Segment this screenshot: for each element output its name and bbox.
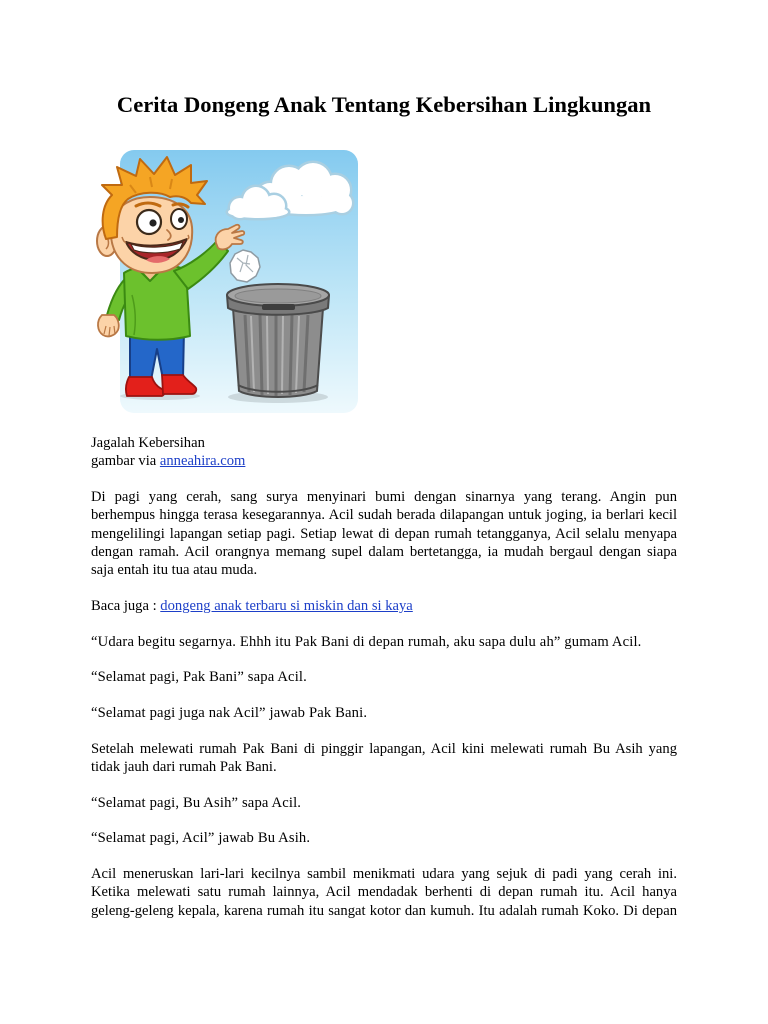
image-caption: Jagalah Kebersihan — [91, 435, 205, 451]
boy-pupil-right — [178, 217, 184, 223]
image-credit — [91, 452, 677, 470]
illustration — [90, 145, 362, 417]
credit-prefix: gambar via — [91, 453, 160, 470]
trash-can-handle-slot — [262, 304, 295, 310]
trash-can-lid-inner — [235, 289, 321, 303]
dialogue-line: “Selamat pagi, Bu Asih” sapa Acil. — [91, 794, 302, 811]
paragraph-line: geleng-geleng kepala, karena rumah itu sangat kotor dan kumuh. Itu adalah rumah Koko. Di depan — [91, 902, 677, 919]
paragraph-line: berhempus hingga terasa kesegarannya. Acil sudah berada dilapangan untuk joging, ia berlari kecil — [91, 507, 677, 524]
paragraph-line: Di pagi yang cerah, sang surya menyinari bumi dengan sinarnya yang terang. Angin pun — [91, 488, 677, 505]
page-title: Cerita Dongeng Anak Tentang Kebersihan Lingkungan — [116, 92, 652, 117]
dialogue-line: “Udara begitu segarnya. Ehhh itu Pak Bani di depan rumah, aku sapa dulu ah” gumam Acil. — [91, 633, 642, 650]
read-also-label: Baca juga : — [91, 597, 161, 614]
paragraph-line: Acil meneruskan lari-lari kecilnya sambil menikmati udara yang sejuk di padi yang cerah ini. — [91, 865, 677, 882]
dialogue-line: “Selamat pagi, Acil” jawab Bu Asih. — [91, 830, 311, 847]
dialogue-line: “Selamat pagi, Pak Bani” sapa Acil. — [91, 669, 307, 686]
boy-pupil-left — [149, 219, 156, 226]
image-caption-block — [91, 434, 677, 471]
paragraph-line: dengan ramah. Acil orangnya memang supel dalam bertetangga, ia mudah bergaul dengan siapa — [91, 543, 677, 560]
read-also — [91, 597, 677, 615]
paragraph-line: Setelah melewati rumah Pak Bani di pinggir lapangan, Acil kini melewati rumah Bu Asih yang — [91, 740, 677, 757]
paragraph-3 — [91, 865, 677, 920]
boy-eye-left — [137, 210, 161, 234]
paragraph-1 — [91, 488, 677, 579]
paragraph-line: Ketika melewati satu rumah lainnya, Acil mendadak berhenti di depan rumah itu. Acil hanya — [91, 884, 677, 901]
paragraph-line: mengelilingi lapangan setiap pagi. Setiap lewat di depan rumah tetangganya, Acil selalu menyapa — [91, 525, 677, 542]
document-body — [91, 434, 677, 937]
paragraph-line: tidak jauh dari rumah Pak Bani. — [91, 758, 277, 775]
read-also-link[interactable]: dongeng anak terbaru si miskin dan si kaya — [160, 597, 413, 614]
read-also-line — [91, 597, 677, 615]
paragraph-2 — [91, 740, 677, 777]
dialogue-line: “Selamat pagi juga nak Acil” jawab Pak Bani. — [91, 704, 368, 721]
boy-left-hand — [98, 315, 119, 336]
trash-can — [227, 284, 329, 403]
paragraph-line: saja entah itu tua atau muda. — [91, 562, 258, 579]
credit-link[interactable]: anneahira.com — [159, 453, 246, 470]
